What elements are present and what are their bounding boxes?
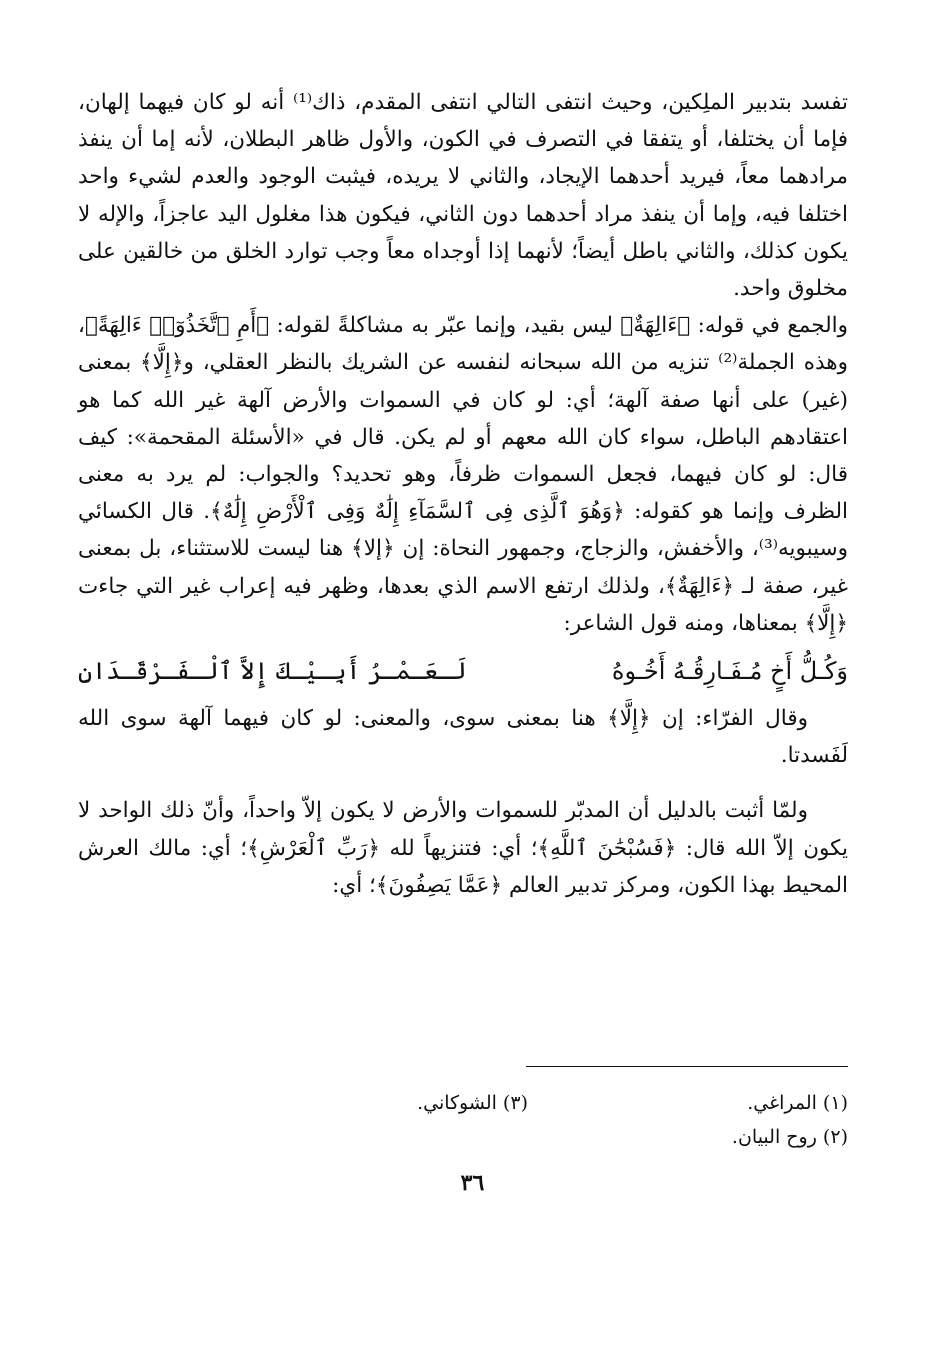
poetry-verse [78,642,848,700]
verse-second-hemistich: لَـعَـمْـرُ أَبِـيْـكَ إِلاَّ ٱلْـفَـرْقَـدَانِ [78,657,467,686]
footnote-divider [526,1066,848,1067]
page-body [78,84,848,904]
paragraph-farra: وقال الفرّاء: إن ﴿إِلَّا﴾ هنا بمعنى سوى، والمعنى: لو كان فيهما آلهة سوى الله لَفَسدتا. [78,706,848,769]
page-number: ٣٦ [460,1170,485,1196]
paragraph-proof: تفسد بتدبير الملِكين، وحيث انتفى التالي انتفى المقدم، ذاك⁽¹⁾ أنه لو كان فيهما إلهان، فإما أن يختلفا، أو يتفقا في التصرف في الكون، والأول ظاهر البطلان، لأنه إما أن ينفذ مرادهما معاً، فيريد أحدهما الإيجاد، والثاني لا يريده، فيثبت الوجود والعدم لشيء واحد اختلفا فيه، وإما أن ينفذ مراد أحدهما دون الثاني، فيكون هذا مغلول اليد عاجزاً، والإله لا يكون كذلك، والثاني باطل أيضاً؛ لأنهما إذا أوجداه معاً وجب توارد الخلق من خالقين على مخلوق واحد. [78,90,848,302]
footnote-row [78,1120,848,1154]
verse-first-hemistich: وَكُـلُّ أَخٍ مُـفَـارِقُـهُ أَخُـوهُ [611,657,848,686]
footnote-row [78,1086,848,1120]
after-verse-text [78,700,848,904]
footnote-1: (١) المراغي. [747,1092,848,1114]
footnote-3: (٣) الشوكاني. [417,1092,528,1114]
footnotes [78,1086,848,1154]
paragraph-closing: ولمّا أثبت بالدليل أن المدبّر للسموات والأرض لا يكون إلاّ واحداً، وأنّ ذلك الواحد لا يكون إلاّ الله قال: ﴿فَسُبْحَٰنَ ٱللَّهِ﴾؛ أي: فتنزيهاً لله ﴿رَبِّ ٱلْعَرْشِ﴾؛ أي: مالك العرش المحيط بهذا الكون، ومركز تدبير العالم ﴿عَمَّا يَصِفُونَ﴾؛ أي: [78,798,848,898]
main-text [78,84,848,642]
paragraph-gap [78,774,848,792]
footnote-2: (٢) روح البيان. [731,1126,848,1148]
paragraph-grammar: والجمع في قوله: ﴿ءَالِهَةٌ﴾ ليس بقيد، وإنما عبّر به مشاكلةً لقوله: ﴿أَمِ ٱتَّخَذُوٓا۟ ءَالِهَةً﴾، وهذه الجملة⁽²⁾ تنزيه من الله سبحانه لنفسه عن الشريك بالنظر العقلي، و﴿إِلَّا﴾ بمعنى (غير) على أنها صفة آلهة؛ أي: لو كان في السموات والأرض آلهة غير الله كما هو اعتقادهم الباطل، سواء كان الله معهم أو لم يكن. قال في «الأسئلة المقحمة»: كيف قال: لو كان فيهما، فجعل السموات ظرفاً، وهو تحديد؟ والجواب: لم يرد به معنى الظرف وإنما هو كقوله: ﴿وَهُوَ ٱلَّذِى فِى ٱلسَّمَآءِ إِلَٰهٌ وَفِى ٱلْأَرْضِ إِلَٰهٌ﴾. قال الكسائي وسيبويه⁽³⁾، والأخفش، والزجاج، وجمهور النحاة: إن ﴿إلا﴾ هنا ليست للاستثناء، بل بمعنى غير، صفة لـ ﴿ءَالِهَةٌ﴾، ولذلك ارتفع الاسم الذي بعدها، وظهر فيه إعراب غير التي جاءت ﴿إِلَّا﴾ بمعناها، ومنه قول الشاعر: [78,313,848,636]
